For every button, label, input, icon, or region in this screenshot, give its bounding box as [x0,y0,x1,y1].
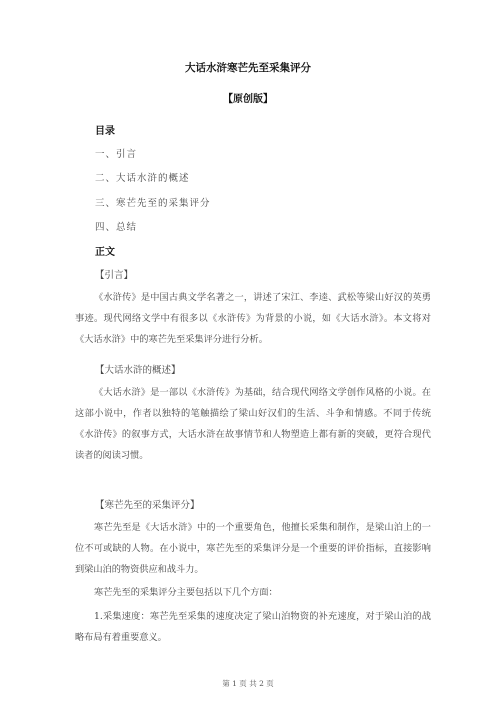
paragraph: 寒芒先至是《大话水浒》中的一个重要角色，他擅长采集和制作，是梁山泊上的一位不可或缺的人物。在小说中，寒芒先至的采集评分是一个重要的评价指标，直接影响到梁山泊的物资供应和战斗力。 [75,522,431,575]
paragraph: 寒芒先至的采集评分主要包括以下几个方面： [94,587,278,598]
toc-item: 三、寒芒先至的采集评分 [95,198,211,209]
paragraph: 《大话水浒》是一部以《水浒传》为基础，结合现代网络文学创作风格的小说。在这部小说中，作者以独特的笔触描绘了梁山好汉们的生活、斗争和情感。不同于传统《水浒传》的叙事方式，大话水浒在故事情节和人物塑造上都有新的突破，更符合现代读者的阅读习惯。 [75,387,431,461]
document-subtitle: 【原创版】 [223,94,273,105]
section-label-scoring: 【寒芒先至的采集评分】 [95,500,200,511]
paragraph: 《水浒传》是中国古典文学名著之一，讲述了宋江、李逵、武松等梁山好汉的英勇事迹。现代网络文学中有很多以《水浒传》为背景的小说，如《大话水浒》。本文将对《大话水浒》中的寒芒先至采集评分进行分析。 [75,292,431,345]
toc-heading: 目录 [95,126,115,137]
body-heading: 正文 [95,247,115,258]
toc-item: 二、大话水浒的概述 [95,173,190,184]
toc-item: 一、引言 [95,149,138,160]
toc-item: 四、总结 [95,222,138,233]
paragraph: 1.采集速度：寒芒先至采集的速度决定了梁山泊物资的补充速度，对于梁山泊的战略布局有着重要意义。 [75,611,431,643]
section-label-overview: 【大话水浒的概述】 [95,365,181,376]
page-footer: 第 1 页 共 2 页 [222,679,274,688]
document-title: 大话水浒寒芒先至采集评分 [185,62,311,74]
section-label-intro: 【引言】 [95,270,134,281]
